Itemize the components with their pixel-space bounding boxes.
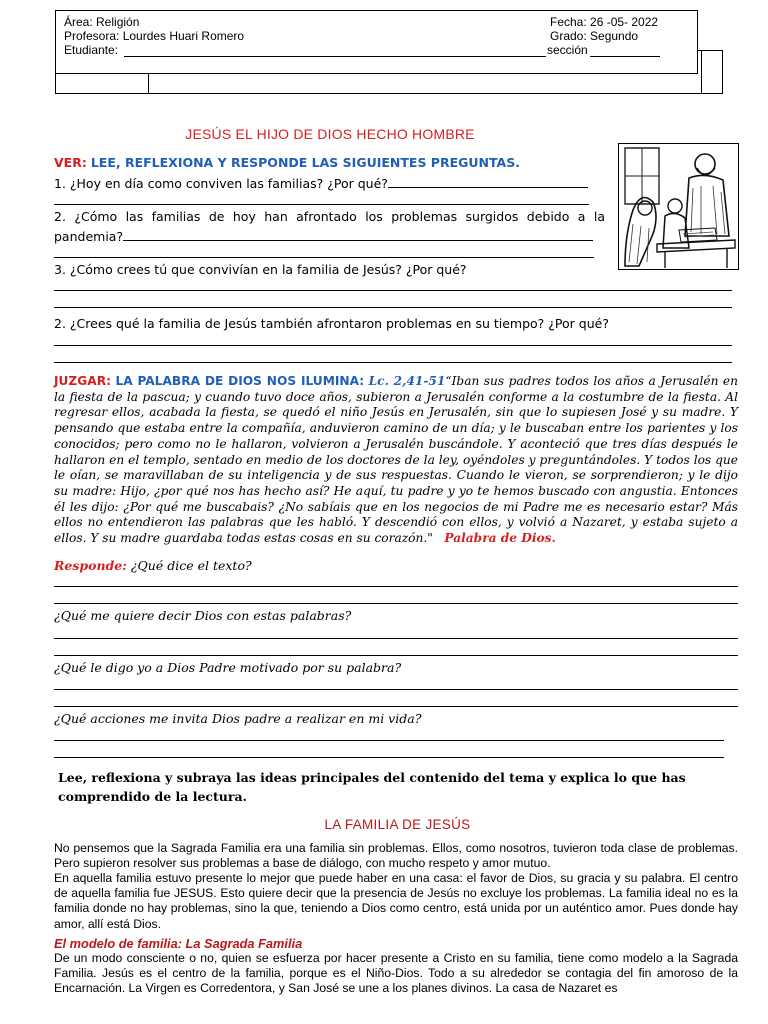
- question-1: [54, 175, 588, 191]
- question-2-text: pandemia?: [54, 229, 124, 244]
- answer-line[interactable]: [54, 603, 738, 604]
- answer-line[interactable]: [54, 740, 724, 741]
- scripture-reference: Lc. 2,41-51: [368, 374, 446, 388]
- final-instruction: Lee, reflexiona y subraya las ideas principales del contenido del tema y explica lo que has comprendido de la lectura.: [58, 770, 686, 804]
- header-grade: Grado: Segundo: [550, 29, 639, 43]
- answer-line[interactable]: [54, 204, 589, 205]
- responde-q4: ¿Qué acciones me invita Dios padre a realizar en mi vida?: [54, 711, 422, 726]
- question-2: 2. ¿Cómo las familias de hoy han afrontado los problemas surgidos debido a la: [54, 209, 605, 224]
- header-section-label: sección: [547, 43, 588, 57]
- responde-q3: ¿Qué le digo yo a Dios Padre motivado por su palabra?: [54, 660, 402, 675]
- gospel-text: “Iban sus padres todos los años a Jerusalén en la fiesta de la pascua; y cuando tuvo doce años, subieron a Jerusalén conforme a la costumbre de la fiesta. Al regresar ellos, acabada la fiesta, se quedó el niño Jesús en Jerusalén, sin que lo supiesen José y su madre. Y pensando que estaba entre la compañía, anduvieron camino de un día; y le buscaban entre los parientes y los conocidos; pero como no le hallaron, volvieron a Jerusalén buscándole. Y aconteció que tres días después le hallaron en el templo, sentado en medio de los doctores de la ley, oyéndoles y preguntándoles. Y todos los que le oían, se maravillaban de su inteligencia y de sus respuestas. Cuando le vieron, se sorprendieron; y le dijo su madre: Hijo, ¿por qué nos has hecho así? He aquí, tu padre y yo te hemos buscado con angustia. Entonces él les dijo: ¿Por qué me buscabais? ¿No sabíais que en los negocios de mi Padre me es necesario estar? Más ellos no entendieron las palabras que les habló. Y descendió con ellos, y volvió a Nazaret, y estaba sujeto a ellos. Y su madre guardaba todas estas cosas en su corazón.": [54, 374, 738, 546]
- responde-label: Responde:: [54, 558, 127, 573]
- answer-line[interactable]: [54, 290, 732, 291]
- answer-line[interactable]: [54, 307, 732, 308]
- ver-heading: LEE, REFLEXIONA Y RESPONDE LAS SIGUIENTES PREGUNTAS.: [90, 155, 520, 170]
- section-line[interactable]: [590, 56, 660, 57]
- juzgar-heading: LA PALABRA DE DIOS NOS ILUMINA:: [115, 374, 365, 388]
- answer-line[interactable]: [54, 706, 738, 707]
- answer-line[interactable]: [54, 757, 724, 758]
- header-teacher: Profesora: Lourdes Huari Romero: [64, 29, 245, 43]
- page-title: JESÚS EL HIJO DE DIOS HECHO HOMBRE: [185, 126, 475, 142]
- holy-family-icon: [619, 144, 738, 269]
- student-name-line[interactable]: [124, 56, 546, 57]
- answer-line[interactable]: [54, 345, 732, 346]
- answer-line[interactable]: [54, 586, 738, 587]
- gospel-passage: [54, 374, 738, 547]
- ver-label: VER:: [54, 155, 87, 170]
- ver-instruction: [54, 155, 520, 170]
- header-date: Fecha: 26 -05- 2022: [550, 15, 659, 29]
- header-student-label: Etudiante:: [64, 43, 119, 57]
- holy-family-illustration: [618, 143, 739, 270]
- responde-q1-text: ¿Qué dice el texto?: [130, 558, 252, 573]
- answer-line[interactable]: [54, 655, 738, 656]
- answer-line[interactable]: [54, 638, 738, 639]
- answer-line[interactable]: [54, 362, 732, 363]
- header-area: Área: Religión: [64, 15, 140, 29]
- question-2-cont: [54, 228, 593, 244]
- answer-line[interactable]: [123, 228, 593, 241]
- model-heading: El modelo de familia: La Sagrada Familia: [54, 936, 303, 951]
- answer-line[interactable]: [54, 689, 738, 690]
- responde-q1: [54, 558, 252, 573]
- question-1-text: 1. ¿Hoy en día como conviven las familias? ¿Por qué?: [54, 176, 388, 191]
- familia-paragraph-3: De un modo consciente o no, quien se esfuerza por hacer presente a Cristo en su familia, tiene como modelo a la Sagrada Familia. Jesús es el centro de la familia, porque es el Niño-Dios. Todo a su alrededor se contagia del fin amoroso de la Encarnación. La Virgen es Corredentora, y San José se une a los planes divinos. La casa de Nazaret es: [54, 951, 738, 996]
- responde-q2: ¿Qué me quiere decir Dios con estas palabras?: [54, 608, 352, 623]
- palabra-de-dios: Palabra de Dios.: [444, 531, 556, 546]
- question-4: 2. ¿Crees qué la familia de Jesús también afrontaron problemas en su tiempo? ¿Por qué?: [54, 316, 609, 331]
- answer-line[interactable]: [54, 257, 594, 258]
- section-title-familia: LA FAMILIA DE JESÚS: [324, 817, 471, 832]
- answer-line[interactable]: [388, 175, 588, 188]
- juzgar-label: JUZGAR:: [54, 374, 111, 388]
- question-3: 3. ¿Cómo crees tú que convivían en la familia de Jesús? ¿Por qué?: [54, 262, 467, 277]
- familia-paragraph-2: En aquella familia estuvo presente lo mejor que puede haber en una casa: el favor de Dios, su gracia y su palabra. El centro de aquella familia fue JESUS. Esto quiere decir que la presencia de Jesús no excluye los problemas. La familia ideal no es la familia donde no hay problemas, sino la que, teniendo a Dios como centro, está unida por un auténtico amor. Pues donde hay amor, allí está Dios.: [54, 871, 738, 931]
- familia-paragraph-1: No pensemos que la Sagrada Familia era una familia sin problemas. Ellos, como nosotros, tuvieron toda clase de problemas. Pero supieron resolver sus problemas a base de diálogo, con mucho respeto y amor mutuo.: [54, 841, 738, 871]
